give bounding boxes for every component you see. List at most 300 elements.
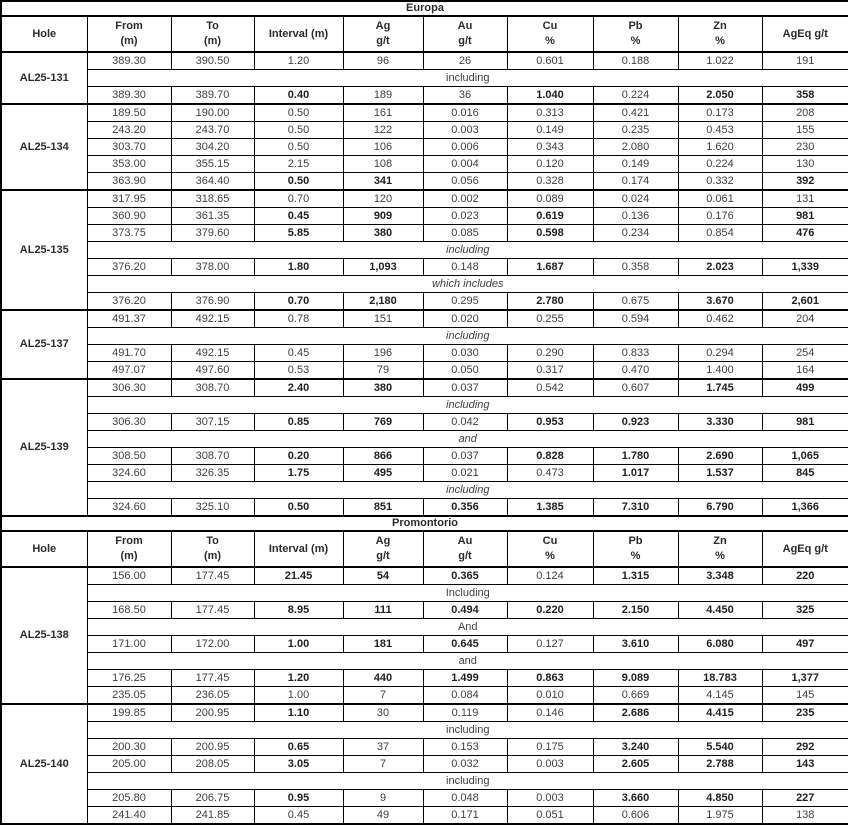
column-header-line1: To xyxy=(206,20,219,32)
note-cell: including xyxy=(87,397,848,414)
data-cell: 7 xyxy=(343,687,423,705)
note-row xyxy=(1,431,848,448)
data-cell: 122 xyxy=(343,122,423,139)
table-row xyxy=(1,293,848,311)
data-cell: 0.40 xyxy=(254,87,343,105)
data-cell: 769 xyxy=(343,414,423,431)
data-cell: 2.150 xyxy=(593,602,678,619)
data-cell: 0.669 xyxy=(593,687,678,705)
data-cell: 3.610 xyxy=(593,636,678,653)
note-row xyxy=(1,70,848,87)
column-header-line2: g/t xyxy=(458,35,472,47)
column-header xyxy=(678,531,762,567)
data-cell: 220 xyxy=(762,567,848,585)
data-cell: 0.45 xyxy=(254,345,343,362)
column-header-line2: (m) xyxy=(203,550,222,562)
note-cell: including xyxy=(87,722,848,739)
data-cell: 0.148 xyxy=(423,259,507,276)
data-cell: 376.90 xyxy=(171,293,254,311)
data-cell: 0.234 xyxy=(593,225,678,242)
data-cell: 155 xyxy=(762,122,848,139)
data-cell: 0.453 xyxy=(678,122,762,139)
data-cell: 3.348 xyxy=(678,567,762,585)
data-cell: 1.385 xyxy=(507,499,593,517)
note-row xyxy=(1,585,848,602)
note-cell: including xyxy=(87,482,848,499)
data-cell: 1.20 xyxy=(254,52,343,70)
data-cell: 0.953 xyxy=(507,414,593,431)
note-cell: and xyxy=(87,653,848,670)
data-cell: 0.290 xyxy=(507,345,593,362)
data-cell: 0.003 xyxy=(423,122,507,139)
data-cell: 0.188 xyxy=(593,52,678,70)
column-header-line2: (m) xyxy=(120,550,138,562)
data-cell: 0.153 xyxy=(423,739,507,756)
data-cell: 0.016 xyxy=(423,104,507,122)
data-cell: 0.45 xyxy=(254,807,343,825)
data-cell: 0.030 xyxy=(423,345,507,362)
data-cell: 3.660 xyxy=(593,790,678,807)
table-row xyxy=(1,173,848,191)
data-cell: 1.022 xyxy=(678,52,762,70)
data-cell: 243.70 xyxy=(171,122,254,139)
data-cell: 491.37 xyxy=(87,310,171,328)
table-row xyxy=(1,104,848,122)
column-header-line1: To xyxy=(206,535,219,547)
data-cell: 0.023 xyxy=(423,208,507,225)
data-cell: 0.607 xyxy=(593,379,678,397)
data-cell: 306.30 xyxy=(87,414,171,431)
column-header xyxy=(171,16,254,52)
data-cell: 0.295 xyxy=(423,293,507,311)
data-cell: 96 xyxy=(343,52,423,70)
column-header xyxy=(171,531,254,567)
column-header xyxy=(254,16,343,52)
column-header xyxy=(593,531,678,567)
data-cell: 0.021 xyxy=(423,465,507,482)
data-cell: 138 xyxy=(762,807,848,825)
data-cell: 390.50 xyxy=(171,52,254,70)
data-cell: 2.780 xyxy=(507,293,593,311)
note-cell: including xyxy=(87,773,848,790)
table-row xyxy=(1,756,848,773)
data-cell: 379.60 xyxy=(171,225,254,242)
table-row xyxy=(1,704,848,722)
data-cell: 176.25 xyxy=(87,670,171,687)
data-cell: 0.171 xyxy=(423,807,507,825)
table-row xyxy=(1,465,848,482)
data-cell: 358 xyxy=(762,87,848,105)
column-header-line2: % xyxy=(715,550,725,562)
column-header-line1: Pb xyxy=(628,20,643,32)
data-cell: 1.620 xyxy=(678,139,762,156)
column-header xyxy=(254,531,343,567)
table-row xyxy=(1,379,848,397)
data-cell: 204 xyxy=(762,310,848,328)
column-header-line1: Zn xyxy=(713,535,727,547)
data-cell: 318.65 xyxy=(171,190,254,208)
data-cell: 241.85 xyxy=(171,807,254,825)
column-header-line1: AgEq g/t xyxy=(782,27,828,40)
data-cell: 0.328 xyxy=(507,173,593,191)
column-header-line2: (m) xyxy=(203,35,222,47)
data-cell: 0.220 xyxy=(507,602,593,619)
data-cell: 0.828 xyxy=(507,448,593,465)
data-cell: 206.75 xyxy=(171,790,254,807)
data-cell: 497 xyxy=(762,636,848,653)
data-cell: 1.400 xyxy=(678,362,762,380)
data-cell: 196 xyxy=(343,345,423,362)
data-cell: 0.598 xyxy=(507,225,593,242)
data-cell: 0.20 xyxy=(254,448,343,465)
data-cell: 130 xyxy=(762,156,848,173)
column-header xyxy=(762,16,848,52)
data-cell: 0.863 xyxy=(507,670,593,687)
data-cell: 0.120 xyxy=(507,156,593,173)
column-header-line1: Ag xyxy=(375,535,391,547)
data-cell: 440 xyxy=(343,670,423,687)
data-cell: 0.175 xyxy=(507,739,593,756)
note-row xyxy=(1,773,848,790)
data-cell: 177.45 xyxy=(171,602,254,619)
data-cell: 3.240 xyxy=(593,739,678,756)
data-cell: 0.50 xyxy=(254,122,343,139)
data-cell: 0.494 xyxy=(423,602,507,619)
data-cell: 0.50 xyxy=(254,104,343,122)
column-header-line1: Zn xyxy=(713,20,727,32)
data-cell: 324.60 xyxy=(87,465,171,482)
data-cell: 2.788 xyxy=(678,756,762,773)
data-cell: 378.00 xyxy=(171,259,254,276)
column-header-line1: Hole xyxy=(32,27,57,40)
data-cell: 0.173 xyxy=(678,104,762,122)
data-cell: 0.358 xyxy=(593,259,678,276)
column-header xyxy=(507,16,593,52)
column-header-line1: From xyxy=(115,20,143,32)
data-cell: 0.003 xyxy=(507,790,593,807)
data-cell: 0.149 xyxy=(593,156,678,173)
data-cell: 7 xyxy=(343,756,423,773)
column-header-line1: From xyxy=(115,535,143,547)
data-cell: 0.006 xyxy=(423,139,507,156)
data-cell: 1.315 xyxy=(593,567,678,585)
data-cell: 499 xyxy=(762,379,848,397)
data-cell: 845 xyxy=(762,465,848,482)
data-cell: 491.70 xyxy=(87,345,171,362)
data-cell: 161 xyxy=(343,104,423,122)
hole-id-cell: AL25-134 xyxy=(1,104,87,190)
data-cell: 79 xyxy=(343,362,423,380)
data-cell: 0.255 xyxy=(507,310,593,328)
data-cell: 1.00 xyxy=(254,636,343,653)
data-cell: 317.95 xyxy=(87,190,171,208)
data-cell: 0.50 xyxy=(254,173,343,191)
table-row xyxy=(1,567,848,585)
data-cell: 981 xyxy=(762,414,848,431)
data-cell: 0.85 xyxy=(254,414,343,431)
data-cell: 172.00 xyxy=(171,636,254,653)
data-cell: 4.850 xyxy=(678,790,762,807)
data-cell: 360.90 xyxy=(87,208,171,225)
data-cell: 21.45 xyxy=(254,567,343,585)
data-cell: 392 xyxy=(762,173,848,191)
data-cell: 3.330 xyxy=(678,414,762,431)
note-row xyxy=(1,482,848,499)
table-row xyxy=(1,345,848,362)
data-cell: 364.40 xyxy=(171,173,254,191)
drill-results-body xyxy=(1,1,848,824)
data-cell: 0.050 xyxy=(423,362,507,380)
table-row xyxy=(1,739,848,756)
data-cell: 200.95 xyxy=(171,704,254,722)
data-cell: 308.70 xyxy=(171,379,254,397)
column-header xyxy=(1,16,87,52)
note-row xyxy=(1,328,848,345)
column-header-line1: Cu xyxy=(542,535,558,547)
table-row xyxy=(1,687,848,705)
column-header-line1: Interval (m) xyxy=(268,27,329,40)
data-cell: 0.119 xyxy=(423,704,507,722)
hole-id-cell: AL25-135 xyxy=(1,190,87,310)
data-cell: 0.124 xyxy=(507,567,593,585)
data-cell: 0.542 xyxy=(507,379,593,397)
column-header-line1: Pb xyxy=(628,535,643,547)
note-row xyxy=(1,276,848,293)
data-cell: 389.70 xyxy=(171,87,254,105)
data-cell: 355.15 xyxy=(171,156,254,173)
table-row xyxy=(1,122,848,139)
data-cell: 235.05 xyxy=(87,687,171,705)
data-cell: 0.003 xyxy=(507,756,593,773)
data-cell: 376.20 xyxy=(87,259,171,276)
data-cell: 156.00 xyxy=(87,567,171,585)
column-header xyxy=(343,531,423,567)
data-cell: 1,366 xyxy=(762,499,848,517)
data-cell: 0.421 xyxy=(593,104,678,122)
data-cell: 6.080 xyxy=(678,636,762,653)
data-cell: 9 xyxy=(343,790,423,807)
data-cell: 0.010 xyxy=(507,687,593,705)
data-cell: 1.80 xyxy=(254,259,343,276)
table-row xyxy=(1,87,848,105)
data-cell: 111 xyxy=(343,602,423,619)
data-cell: 495 xyxy=(343,465,423,482)
note-cell: including xyxy=(87,328,848,345)
table-row xyxy=(1,790,848,807)
data-cell: 0.53 xyxy=(254,362,343,380)
table-row xyxy=(1,362,848,380)
data-cell: 304.20 xyxy=(171,139,254,156)
data-cell: 227 xyxy=(762,790,848,807)
data-cell: 0.048 xyxy=(423,790,507,807)
data-cell: 0.024 xyxy=(593,190,678,208)
column-header-line1: Au xyxy=(457,535,473,547)
data-cell: 0.002 xyxy=(423,190,507,208)
table-row xyxy=(1,139,848,156)
data-cell: 106 xyxy=(343,139,423,156)
data-cell: 492.15 xyxy=(171,310,254,328)
data-cell: 54 xyxy=(343,567,423,585)
note-row xyxy=(1,619,848,636)
data-cell: 0.037 xyxy=(423,448,507,465)
data-cell: 1,065 xyxy=(762,448,848,465)
data-cell: 37 xyxy=(343,739,423,756)
data-cell: 0.462 xyxy=(678,310,762,328)
table-row xyxy=(1,225,848,242)
data-cell: 1.20 xyxy=(254,670,343,687)
data-cell: 1.499 xyxy=(423,670,507,687)
note-cell: which includes xyxy=(87,276,848,293)
data-cell: 497.60 xyxy=(171,362,254,380)
hole-id-cell: AL25-138 xyxy=(1,567,87,704)
table-row xyxy=(1,414,848,431)
data-cell: 1.687 xyxy=(507,259,593,276)
data-cell: 6.790 xyxy=(678,499,762,517)
data-cell: 4.145 xyxy=(678,687,762,705)
table-row xyxy=(1,636,848,653)
data-cell: 866 xyxy=(343,448,423,465)
data-cell: 0.061 xyxy=(678,190,762,208)
column-header-line2: g/t xyxy=(376,35,390,47)
column-header-line2: % xyxy=(545,550,555,562)
data-cell: 0.70 xyxy=(254,293,343,311)
data-cell: 2.080 xyxy=(593,139,678,156)
data-cell: 0.127 xyxy=(507,636,593,653)
data-cell: 189 xyxy=(343,87,423,105)
table-row xyxy=(1,448,848,465)
data-cell: 1.10 xyxy=(254,704,343,722)
column-header xyxy=(507,531,593,567)
data-cell: 4.450 xyxy=(678,602,762,619)
table-row xyxy=(1,499,848,517)
data-cell: 363.90 xyxy=(87,173,171,191)
table-row xyxy=(1,310,848,328)
data-cell: 2.050 xyxy=(678,87,762,105)
column-header-line2: % xyxy=(630,35,641,47)
column-header-row xyxy=(1,531,848,567)
data-cell: 0.645 xyxy=(423,636,507,653)
data-cell: 389.30 xyxy=(87,87,171,105)
column-header-row xyxy=(1,16,848,52)
data-cell: 0.332 xyxy=(678,173,762,191)
column-header xyxy=(1,531,87,567)
data-cell: 0.136 xyxy=(593,208,678,225)
section-title-row xyxy=(1,516,848,531)
data-cell: 7.310 xyxy=(593,499,678,517)
data-cell: 0.042 xyxy=(423,414,507,431)
data-cell: 0.854 xyxy=(678,225,762,242)
data-cell: 2.686 xyxy=(593,704,678,722)
note-cell: Including xyxy=(87,585,848,602)
data-cell: 380 xyxy=(343,379,423,397)
data-cell: 373.75 xyxy=(87,225,171,242)
data-cell: 0.056 xyxy=(423,173,507,191)
data-cell: 2,180 xyxy=(343,293,423,311)
data-cell: 36 xyxy=(423,87,507,105)
data-cell: 200.30 xyxy=(87,739,171,756)
data-cell: 171.00 xyxy=(87,636,171,653)
data-cell: 1.537 xyxy=(678,465,762,482)
data-cell: 0.594 xyxy=(593,310,678,328)
data-cell: 1.017 xyxy=(593,465,678,482)
data-cell: 341 xyxy=(343,173,423,191)
data-cell: 380 xyxy=(343,225,423,242)
data-cell: 0.675 xyxy=(593,293,678,311)
data-cell: 151 xyxy=(343,310,423,328)
data-cell: 0.084 xyxy=(423,687,507,705)
data-cell: 476 xyxy=(762,225,848,242)
column-header xyxy=(87,16,171,52)
table-row xyxy=(1,259,848,276)
data-cell: 0.619 xyxy=(507,208,593,225)
data-cell: 306.30 xyxy=(87,379,171,397)
column-header xyxy=(678,16,762,52)
column-header xyxy=(423,531,507,567)
column-header xyxy=(762,531,848,567)
column-header-line1: AgEq g/t xyxy=(782,542,828,555)
data-cell: 1,377 xyxy=(762,670,848,687)
data-cell: 0.50 xyxy=(254,139,343,156)
data-cell: 0.235 xyxy=(593,122,678,139)
data-cell: 205.80 xyxy=(87,790,171,807)
data-cell: 190.00 xyxy=(171,104,254,122)
data-cell: 389.30 xyxy=(87,52,171,70)
data-cell: 164 xyxy=(762,362,848,380)
hole-id-cell: AL25-140 xyxy=(1,704,87,824)
data-cell: 326.35 xyxy=(171,465,254,482)
data-cell: 254 xyxy=(762,345,848,362)
column-header xyxy=(87,531,171,567)
table-row xyxy=(1,807,848,825)
data-cell: 181 xyxy=(343,636,423,653)
data-cell: 5.85 xyxy=(254,225,343,242)
note-cell: and xyxy=(87,431,848,448)
table-row xyxy=(1,52,848,70)
column-header-line1: Ag xyxy=(375,20,391,32)
data-cell: 189.50 xyxy=(87,104,171,122)
section-title: Promontorio xyxy=(1,516,848,531)
data-cell: 208 xyxy=(762,104,848,122)
data-cell: 49 xyxy=(343,807,423,825)
note-row xyxy=(1,722,848,739)
data-cell: 0.833 xyxy=(593,345,678,362)
column-header xyxy=(343,16,423,52)
note-row xyxy=(1,653,848,670)
data-cell: 0.020 xyxy=(423,310,507,328)
data-cell: 0.037 xyxy=(423,379,507,397)
data-cell: 0.224 xyxy=(593,87,678,105)
data-cell: 0.224 xyxy=(678,156,762,173)
data-cell: 9.089 xyxy=(593,670,678,687)
note-row xyxy=(1,397,848,414)
table-row xyxy=(1,670,848,687)
data-cell: 2.605 xyxy=(593,756,678,773)
data-cell: 307.15 xyxy=(171,414,254,431)
data-cell: 497.07 xyxy=(87,362,171,380)
data-cell: 0.473 xyxy=(507,465,593,482)
data-cell: 236.05 xyxy=(171,687,254,705)
data-cell: 0.085 xyxy=(423,225,507,242)
data-cell: 120 xyxy=(343,190,423,208)
data-cell: 1,093 xyxy=(343,259,423,276)
data-cell: 308.70 xyxy=(171,448,254,465)
data-cell: 3.670 xyxy=(678,293,762,311)
data-cell: 8.95 xyxy=(254,602,343,619)
column-header-line1: Cu xyxy=(542,20,558,32)
column-header-line2: (m) xyxy=(120,35,138,47)
data-cell: 0.356 xyxy=(423,499,507,517)
column-header-line2: g/t xyxy=(376,550,390,562)
